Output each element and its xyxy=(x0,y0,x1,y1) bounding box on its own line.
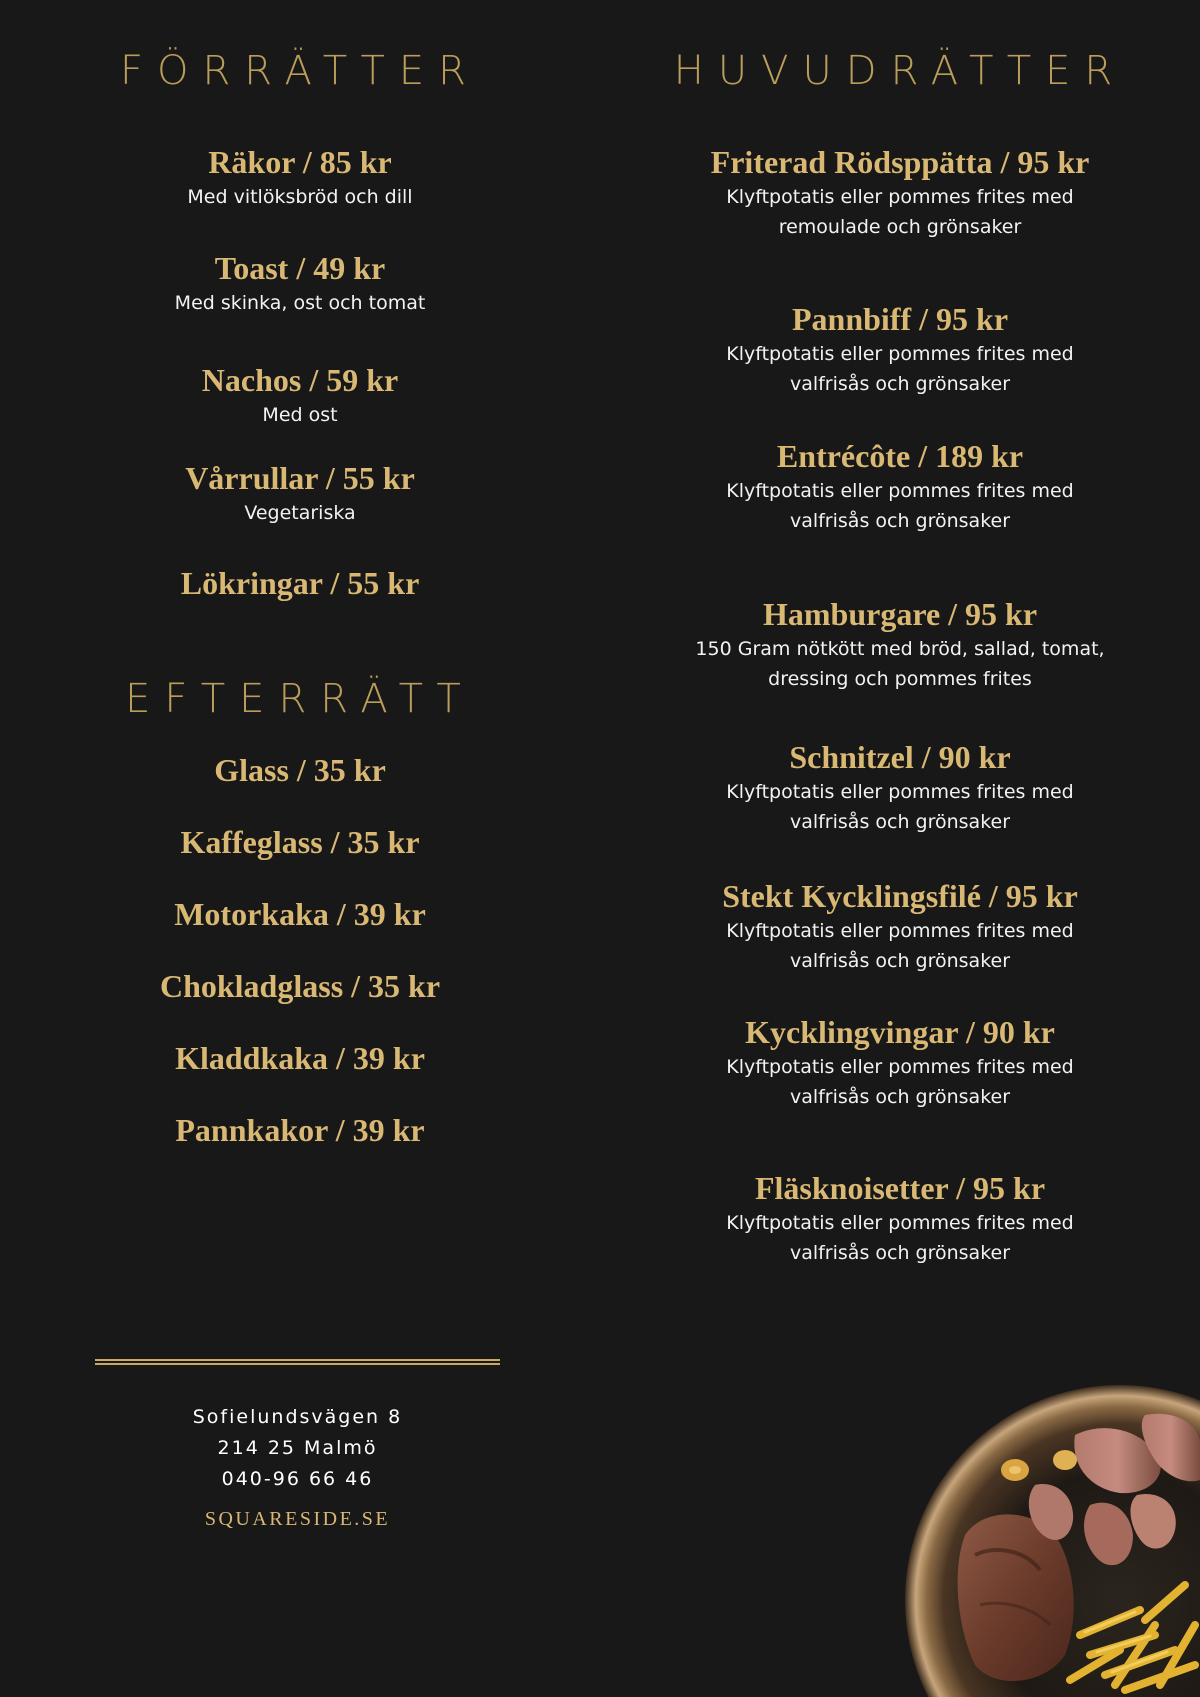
list-item xyxy=(660,594,1140,694)
item-name: Kaffeglass / 35 kr xyxy=(180,824,420,860)
list-item xyxy=(100,750,500,790)
starters-title: FÖRRÄTTER xyxy=(120,48,480,94)
item-name: Vårrullar / 55 kr xyxy=(185,460,415,496)
item-desc: Klyftpotatis eller pommes frites med valfrisås och grönsaker xyxy=(726,343,1074,395)
website-link[interactable]: SQUARESIDE.SE xyxy=(204,1508,391,1530)
address-city: 214 25 Malmö xyxy=(217,1437,378,1459)
item-name: Räkor / 85 kr xyxy=(208,144,392,180)
item-name: Pannkakor / 39 kr xyxy=(175,1112,425,1148)
contact-info xyxy=(95,1402,500,1495)
item-name: Entrécôte / 189 kr xyxy=(776,438,1024,474)
list-item xyxy=(100,1038,500,1078)
item-desc: Klyftpotatis eller pommes frites med valfrisås och grönsaker xyxy=(726,1056,1074,1108)
item-name: Kycklingvingar / 90 kr xyxy=(745,1014,1055,1050)
desserts-title: EFTERRÄTT xyxy=(125,676,475,722)
item-name: Kladdkaka / 39 kr xyxy=(175,1040,425,1076)
item-desc: Klyftpotatis eller pommes frites med remoulade och grönsaker xyxy=(726,186,1074,238)
list-item xyxy=(100,1110,500,1150)
item-desc: Med ost xyxy=(262,404,338,426)
list-item xyxy=(100,894,500,934)
mains-list xyxy=(660,0,1140,1300)
item-name: Hamburgare / 95 kr xyxy=(762,596,1038,632)
list-item xyxy=(660,142,1140,242)
item-name: Glass / 35 kr xyxy=(214,752,386,788)
address-street: Sofielundsvägen 8 xyxy=(192,1406,403,1428)
item-name: Fläsknoisetter / 95 kr xyxy=(754,1170,1046,1206)
item-name: Schnitzel / 90 kr xyxy=(789,739,1011,775)
garlic-clove xyxy=(1053,1450,1077,1470)
list-item xyxy=(660,1012,1140,1112)
item-name: Stekt Kycklingsfilé / 95 kr xyxy=(722,878,1078,914)
list-item xyxy=(100,966,500,1006)
list-item xyxy=(100,822,500,862)
item-name: Lökringar / 55 kr xyxy=(180,565,420,601)
item-name: Motorkaka / 39 kr xyxy=(174,896,426,932)
item-name: Toast / 49 kr xyxy=(214,250,386,286)
food-plate-image xyxy=(905,1385,1200,1697)
item-desc: 150 Gram nötkött med bröd, sallad, tomat, dressing och pommes frites xyxy=(695,638,1105,690)
item-desc: Med skinka, ost och tomat xyxy=(174,292,426,314)
list-item xyxy=(660,737,1140,837)
desserts-list xyxy=(100,0,500,1200)
item-name: Chokladglass / 35 kr xyxy=(159,968,441,1004)
item-name: Friterad Rödsppätta / 95 kr xyxy=(710,144,1090,180)
item-desc: Klyftpotatis eller pommes frites med valfrisås och grönsaker xyxy=(726,781,1074,833)
item-desc: Med vitlöksbröd och dill xyxy=(187,186,413,208)
list-item xyxy=(660,436,1140,536)
list-item xyxy=(660,876,1140,976)
phone-number: 040-96 66 46 xyxy=(221,1468,374,1490)
item-name: Pannbiff / 95 kr xyxy=(791,301,1009,337)
item-desc: Klyftpotatis eller pommes frites med valfrisås och grönsaker xyxy=(726,920,1074,972)
item-name: Nachos / 59 kr xyxy=(201,362,399,398)
item-desc: Vegetariska xyxy=(244,502,356,524)
list-item xyxy=(660,299,1140,399)
item-desc: Klyftpotatis eller pommes frites med valfrisås och grönsaker xyxy=(726,1212,1074,1264)
footer-divider xyxy=(95,1359,500,1365)
mains-title: HUVUDRÄTTER xyxy=(673,48,1127,94)
list-item xyxy=(660,1168,1140,1268)
item-desc: Klyftpotatis eller pommes frites med valfrisås och grönsaker xyxy=(726,480,1074,532)
